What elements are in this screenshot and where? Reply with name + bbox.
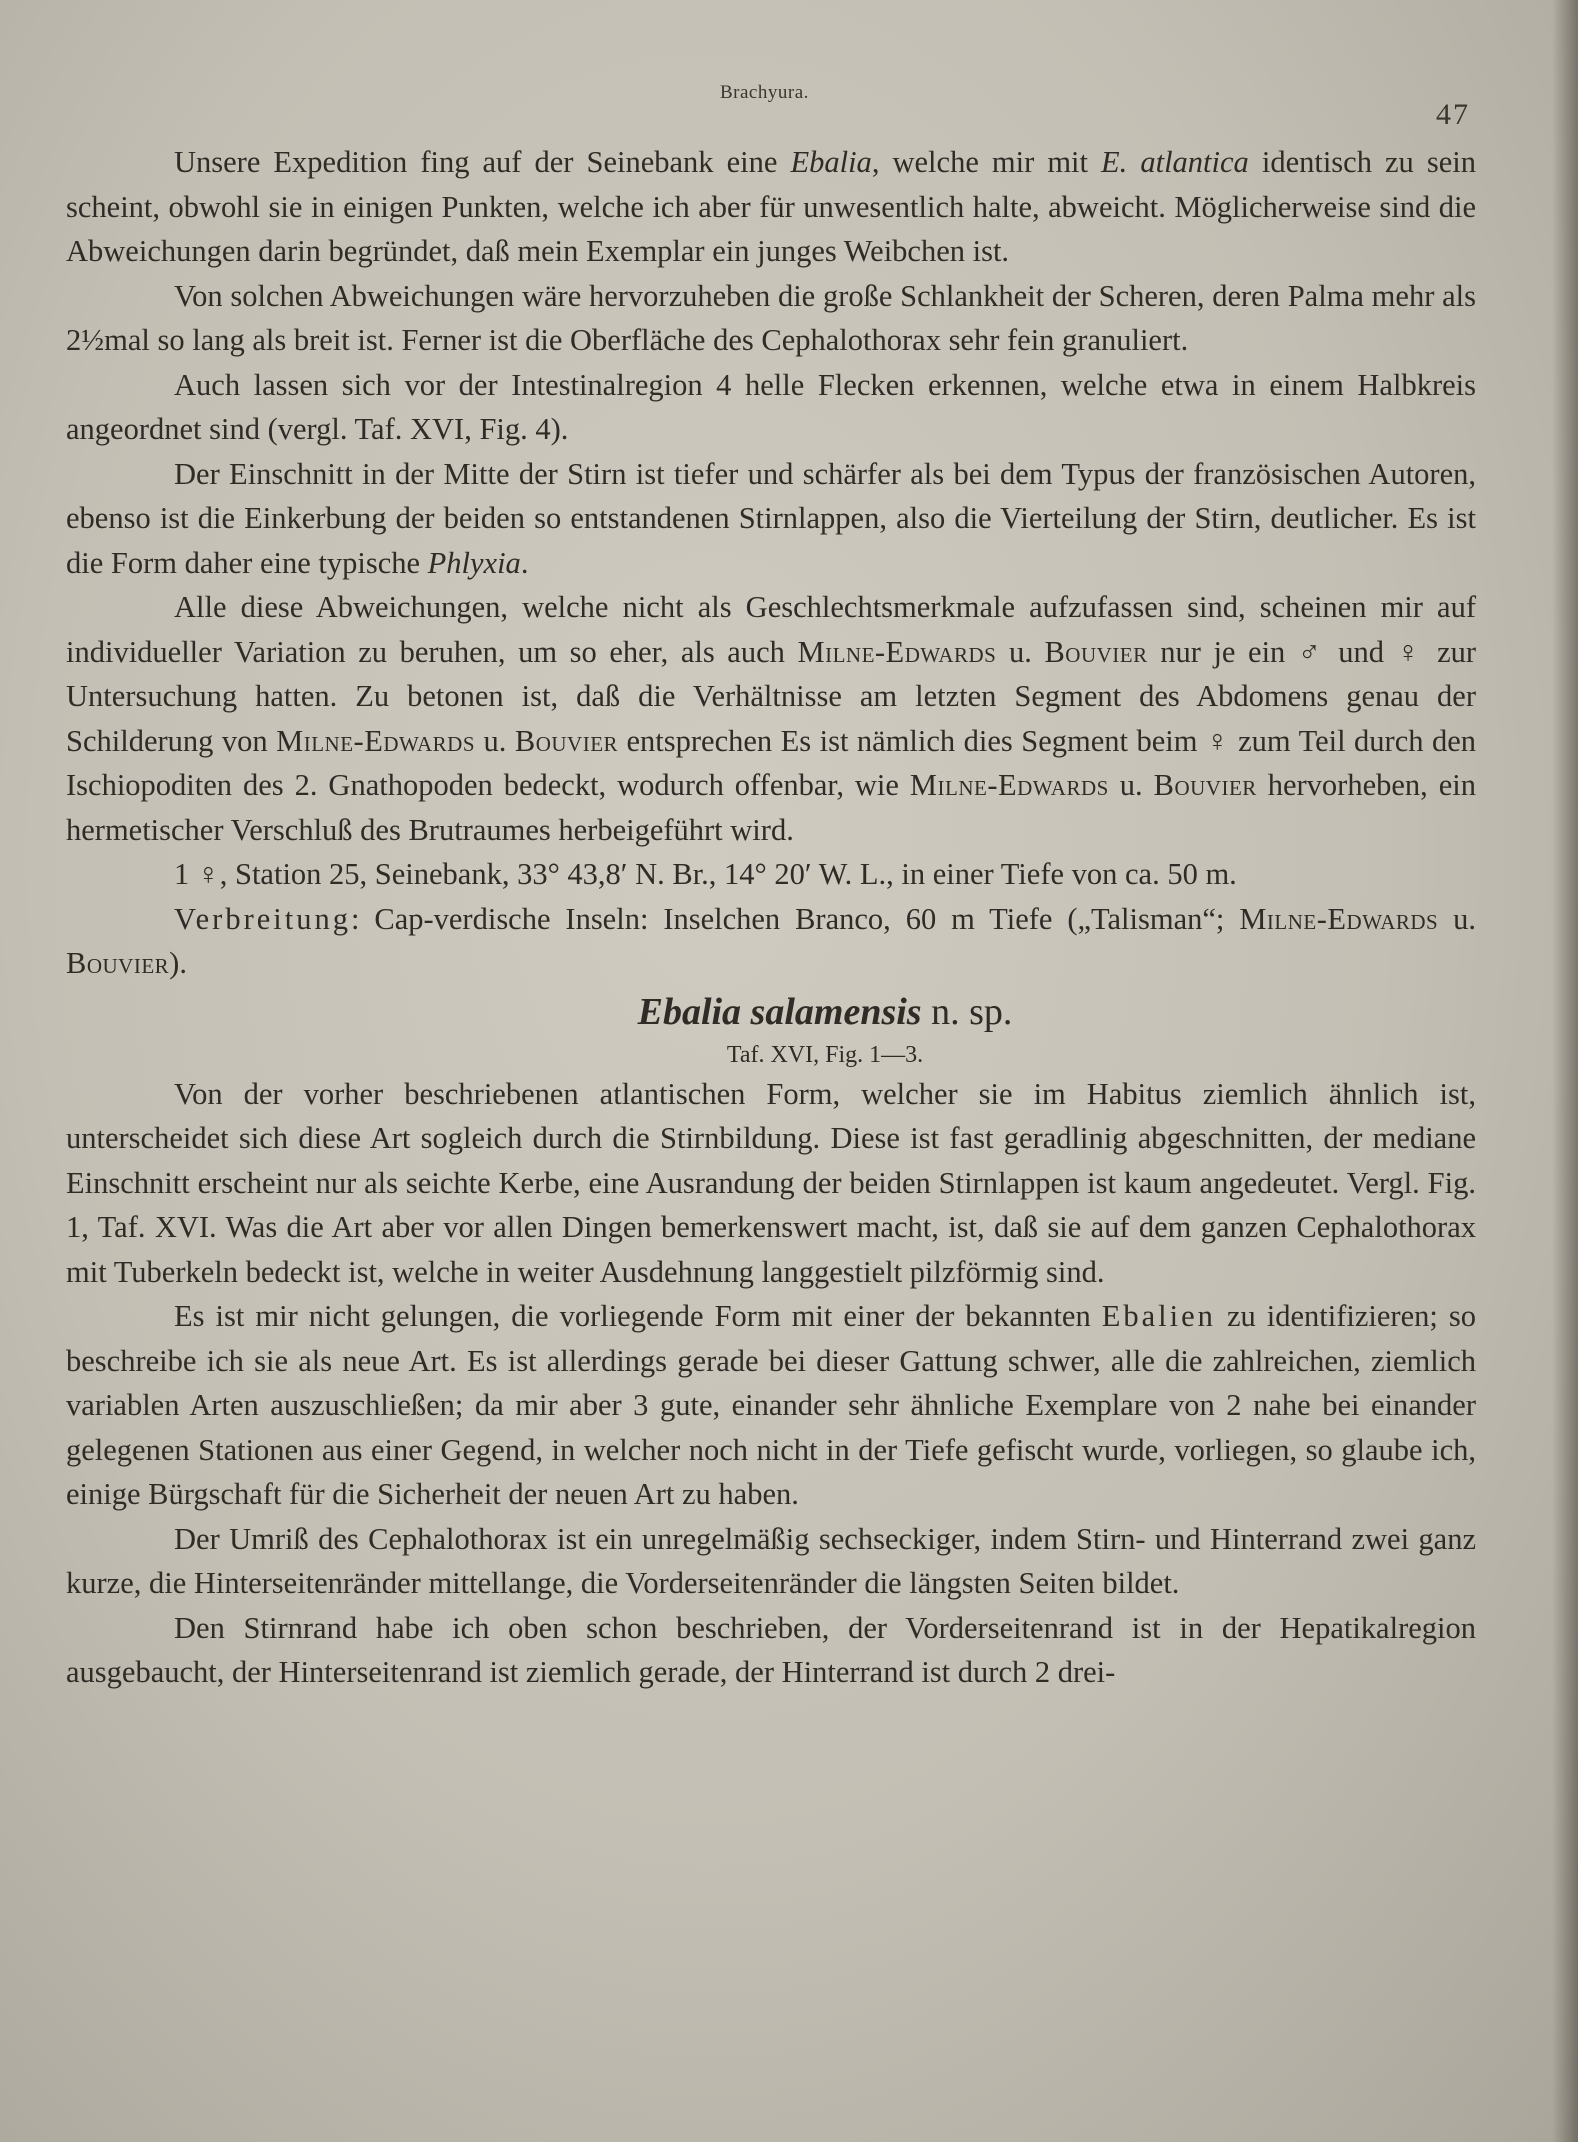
author-name: Bouvier [1044, 634, 1148, 669]
paragraph: Es ist mir nicht gelungen, die vorliegende Form mit einer der bekannten Ebalien zu identifizieren; so beschreibe ich sie als neue Art. Es ist allerdings gerade bei dieser Gattung schwer, alle die zahlreichen, ziemlich variablen Arten auszuschließen; da mir aber 3 gute, einander sehr ähnliche Exemplare von 2 nahe bei einander gelegenen Stationen aus einer Gegend, in welcher noch nicht in der Tiefe gefischt wurde, vorliegen, so glaube ich, einige Bürgschaft für die Sicherheit der neuen Art zu haben. [66, 1299, 1476, 1511]
plate-reference: Taf. XVI, Fig. 1—3. [726, 1041, 924, 1068]
paragraph: Der Umriß des Cephalothorax ist ein unregelmäßig sechseckiger, indem Stirn- und Hinterrand zwei ganz kurze, die Hinterseitenränder mittellange, die Vorderseitenränder die längsten Seiten bildet. [66, 1521, 1476, 1600]
author-name: Milne-Edwards [1239, 901, 1439, 936]
paragraph: Von solchen Abweichungen wäre hervorzuheben die große Schlankheit der Scheren, deren Palma mehr als 2½mal so lang als breit ist. Ferner ist die Oberfläche des Cephalothorax sehr fein granuliert. [66, 278, 1476, 357]
species-heading [66, 986, 1476, 1038]
species-suffix: n. sp. [921, 990, 1013, 1033]
distribution-label: Verbreitung [174, 901, 351, 936]
page-number: 47 [1436, 98, 1470, 131]
paragraph: Der Einschnitt in der Mitte der Stirn ist tiefer und schärfer als bei dem Typus der französischen Autoren, ebenso ist die Einkerbung der beiden so entstandenen Stirnlappen, also die Vierteilung der Stirn, deutlicher. Es ist die Form daher eine typische Phlyxia. [66, 456, 1476, 580]
body-text [66, 140, 1476, 1695]
specimen-record: 1 ♀, Station 25, Seinebank, 33° 43,8′ N. Br., 14° 20′ W. L., in einer Tiefe von ca. 50 m. [174, 857, 1237, 891]
paragraph: Von der vorher beschriebenen atlantischen Form, welcher sie im Habitus ziemlich ähnlich ist, unterscheidet sich diese Art sogleich durch die Stirnbildung. Diese ist fast geradlinig abgeschnitten, der mediane Einschnitt erscheint nur als seichte Kerbe, eine Ausrandung der beiden Stirnlappen ist kaum angedeutet. Vergl. Fig. 1, Taf. XVI. Was die Art aber vor allen Dingen bemerkenswert macht, ist, daß sie auf dem ganzen Cephalothorax mit Tuberkeln bedeckt ist, welche in weiter Ausdehnung langgestielt pilzförmig sind. [66, 1076, 1476, 1289]
author-name: Bouvier [514, 723, 619, 758]
author-name: Milne-Edwards [797, 634, 997, 669]
author-name: Milne-Edwards [276, 723, 476, 758]
paragraph: Den Stirnrand habe ich oben schon beschrieben, der Vorderseitenrand ist in der Hepatikalregion ausgebaucht, der Hinterseitenrand ist ziemlich gerade, der Hinterrand ist durch 2 drei- [66, 1610, 1476, 1689]
paragraph: Auch lassen sich vor der Intestinalregion 4 helle Flecken erkennen, welche etwa in einem Halbkreis angeordnet sind (vergl. Taf. XVI, Fig. 4). [66, 367, 1476, 446]
author-name: Milne-Edwards [909, 768, 1109, 802]
distribution: Verbreitung: Cap-verdische Inseln: Inselchen Branco, 60 m Tiefe („Talisman“; Milne-Edwards u. Bouvier). [66, 901, 1476, 980]
species-name: Ebalia salamensis [637, 990, 922, 1033]
running-head: Brachyura. [720, 82, 809, 103]
author-name: Bouvier [1153, 768, 1257, 802]
page-gutter-shadow [1552, 0, 1578, 2142]
author-name: Bouvier [66, 946, 170, 980]
paragraph: Unsere Expedition fing auf der Seinebank eine Ebalia, welche mir mit E. atlantica identisch zu sein scheint, obwohl sie in einigen Punkten, welche ich aber für unwesentlich halte, abweicht. Möglicherweise sind die Abweichungen darin begründet, daß mein Exemplar ein junges Weibchen ist. [66, 145, 1476, 268]
paragraph: Alle diese Abweichungen, welche nicht als Geschlechtsmerkmale aufzufassen sind, scheinen mir auf individueller Variation zu beruhen, um so eher, als auch Milne-Edwards u. Bouvier nur je ein ♂ und ♀ zur Untersuchung hatten. Zu betonen ist, daß die Verhältnisse am letzten Segment des Abdomens genau der Schilderung von Milne-Edwards u. Bouvier entsprechen Es ist nämlich dies Segment beim ♀ zum Teil durch den Ischiopoditen des 2. Gnathopoden bedeckt, wodurch offenbar, wie Milne-Edwards u. Bouvier hervorheben, ein hermetischer Verschluß des Brutraumes herbeigeführt wird. [66, 590, 1477, 847]
